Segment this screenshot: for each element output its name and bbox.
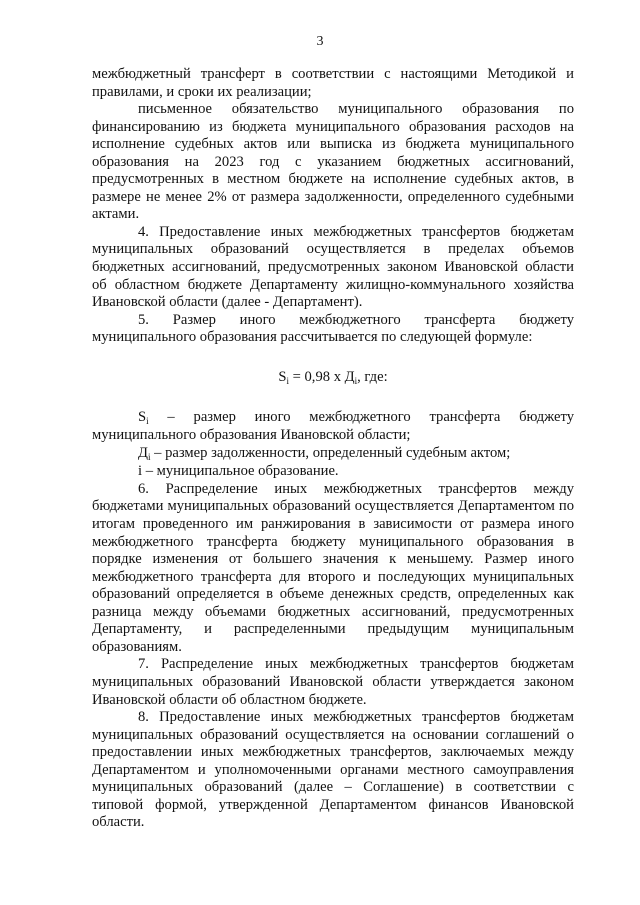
definition-d-symbol: Д <box>138 444 148 461</box>
definition-i: i – муниципальное образование. <box>138 463 339 480</box>
definition-d-sub: i <box>147 451 151 462</box>
formula-middle: = 0,98 х Д <box>288 368 355 385</box>
paragraph-1: межбюджетный трансферт в соответствии с настоящими Методикой и правилами, и сроки их реализации; <box>92 66 574 100</box>
paragraph-3: 4. Предоставление иных межбюджетных трансфертов бюджетам муниципальных образований осуществляется в пределах объемов бюджетных ассигнований, предусмотренных законом Ивановской области об областном бюджете Департаменту жилищно-коммунального хозяйства Ивановской области (далее - Департамент). <box>92 223 574 311</box>
definition-d <box>92 445 574 464</box>
definition-s-sub: i <box>146 415 149 426</box>
definition-s <box>92 409 574 445</box>
paragraph-7: 7. Распределение иных межбюджетных трансфертов бюджетам муниципальных образований Ивановской области утверждается законом Ивановской области об областном бюджете. <box>92 656 574 708</box>
paragraph-2: письменное обязательство муниципального образования по финансированию из бюджета муниципального образования расходов на исполнение судебных актов или выписка из бюджета муниципального образования на 2023 год с указанием бюджетных ассигнований, предусмотренных в местном бюджете на исполнение судебных актов, в размере не менее 2% от размера задолженности, определенного судебными актами. <box>92 101 574 223</box>
formula-end: , где: <box>357 368 388 385</box>
formula-d-sub: i <box>354 375 358 386</box>
paragraph-6: 6. Распределение иных межбюджетных трансфертов между бюджетами муниципальных образований осуществляется Департаментом по итогам проведенного им ранжирования в зависимости от размера иного межбюджетного трансферта бюджету муниципального образования в порядке изменения от большего значения к меньшему. Размер иного межбюджетного трансферта для второго и последующих муниципальных образований определяется в объеме денежных средств, определенных как разница между объемами бюджетных ассигнований, предусмотренных Департаменту, и распределенными предыдущим муниципальным образованиям. <box>92 480 574 655</box>
definition-s-text: – размер иного межбюджетного трансферта бюджету муниципального образования Ивановской области; <box>92 408 574 444</box>
definition-d-text: – размер задолженности, определенный судебным актом; <box>150 444 511 461</box>
formula <box>92 368 574 387</box>
formula-s-sub: i <box>286 375 289 386</box>
paragraph-4: 5. Размер иного межбюджетного трансферта бюджету муниципального образования рассчитывается по следующей формуле: <box>92 311 574 346</box>
formula-s: S <box>278 368 287 385</box>
document-body <box>92 66 574 832</box>
page-number: 3 <box>316 34 324 49</box>
definition-s-symbol: S <box>138 408 147 425</box>
paragraph-8: 8. Предоставление иных межбюджетных трансфертов бюджетам муниципальных образований осуществляется на основании соглашений о предоставлении иных межбюджетных трансфертов, заключаемых между Департаментом и уполномоченными органами местного самоуправления муниципальных образований (далее – Соглашение) в соответствии с типовой формой, утвержденной Департаментом финансов Ивановской области. <box>92 709 574 831</box>
